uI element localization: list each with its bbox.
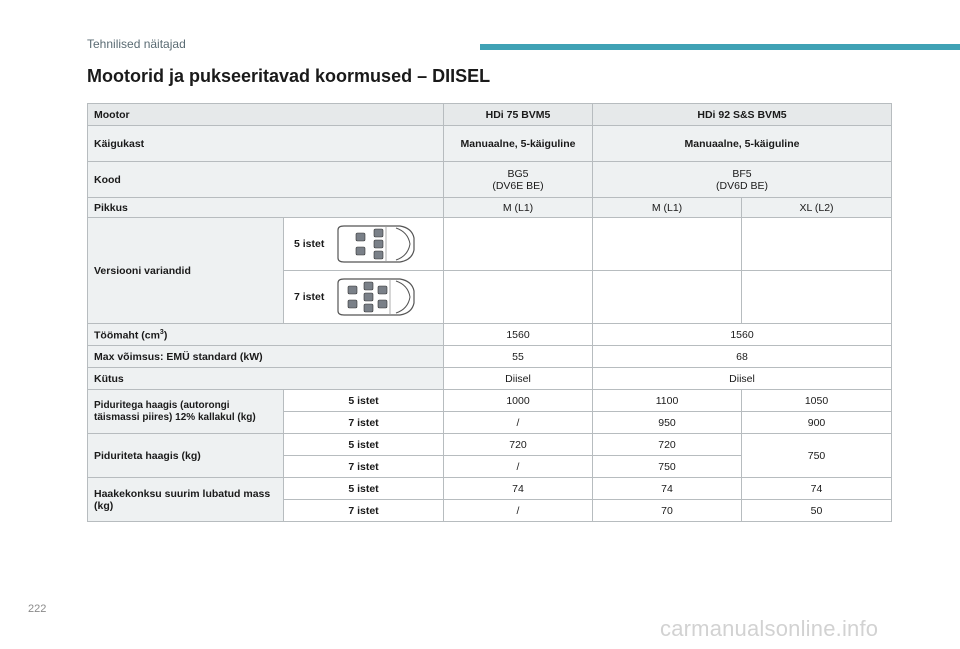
braked-7-2: 950 (593, 412, 742, 434)
braked-5-1: 1000 (444, 390, 593, 412)
fuel-2: Diisel (593, 368, 892, 390)
engine-hdi92: HDi 92 S&S BVM5 (593, 104, 892, 126)
label-kaigukast: Käigukast (88, 126, 444, 162)
variant-5-label: 5 istet (294, 238, 325, 250)
toomaht-label-close: ) (163, 329, 168, 342)
haakekonks-7-seats: 7 istet (284, 500, 444, 522)
label-kood: Kood (88, 162, 444, 198)
variant-7-col3 (742, 271, 892, 324)
header-accent-bar (480, 44, 960, 50)
row-kaigukast (88, 126, 892, 162)
towball-5-1: 74 (444, 478, 593, 500)
variant-7-col2 (593, 271, 742, 324)
towball-5-3: 74 (742, 478, 892, 500)
braked-7-1: / (444, 412, 593, 434)
length-3: XL (L2) (742, 198, 892, 218)
row-pikkus (88, 198, 892, 218)
haakekonks-5-seats: 5 istet (284, 478, 444, 500)
spec-table (87, 103, 892, 522)
fuel-1: Diisel (444, 368, 593, 390)
towball-7-1: / (444, 500, 593, 522)
page-title: Mootorid ja pukseeritavad koormused – DIISEL (87, 66, 491, 86)
label-toomaht (88, 324, 444, 346)
van-5-seats-icon (334, 224, 416, 264)
engine-hdi75: HDi 75 BVM5 (444, 104, 593, 126)
braked-7-3: 900 (742, 412, 892, 434)
van-7-seats-icon (334, 277, 416, 317)
row-voimsus (88, 346, 892, 368)
power-2: 68 (593, 346, 892, 368)
toomaht-label-sup: 3 (159, 329, 164, 337)
code-1-line1: BG5 (507, 167, 529, 180)
gearbox-1: Manuaalne, 5-käiguline (444, 126, 593, 162)
watermark: carmanualsonline.info (660, 616, 879, 641)
code-1-line2: (DV6E BE) (492, 179, 544, 192)
code-2-line2: (DV6D BE) (716, 179, 768, 192)
unbraked-col3: 750 (742, 434, 892, 478)
section-header: Tehnilised näitajad (87, 37, 186, 51)
variant-5-col3 (742, 218, 892, 271)
label-kutus: Kütus (88, 368, 444, 390)
towball-5-2: 74 (593, 478, 742, 500)
row-pidurita-haagis-5 (88, 434, 892, 456)
row-versioonid-5 (88, 218, 892, 271)
braked-5-2: 1100 (593, 390, 742, 412)
code-1 (444, 162, 593, 198)
pidurita-haagis-7-seats: 7 istet (284, 456, 444, 478)
length-2: M (L1) (593, 198, 742, 218)
row-kutus (88, 368, 892, 390)
pidurita-haagis-5-seats: 5 istet (284, 434, 444, 456)
row-kood (88, 162, 892, 198)
displacement-1: 1560 (444, 324, 593, 346)
unbraked-7-2: 750 (593, 456, 742, 478)
label-haakekonks: Haakekonksu suurim lubatud mass (kg) (88, 478, 284, 522)
row-mootor (88, 104, 892, 126)
power-1: 55 (444, 346, 593, 368)
page-number: 222 (28, 603, 47, 615)
code-2 (593, 162, 892, 198)
unbraked-5-2: 720 (593, 434, 742, 456)
pidur-haagis-5-seats: 5 istet (284, 390, 444, 412)
variant-7-seats (284, 271, 444, 324)
row-pidur-haagis-5 (88, 390, 892, 412)
towball-7-2: 70 (593, 500, 742, 522)
label-versioonid: Versiooni variandid (88, 218, 284, 324)
row-haakekonks-5 (88, 478, 892, 500)
row-toomaht (88, 324, 892, 346)
variant-5-col2 (593, 218, 742, 271)
braked-5-3: 1050 (742, 390, 892, 412)
variant-5-seats (284, 218, 444, 271)
unbraked-7-1: / (444, 456, 593, 478)
displacement-2: 1560 (593, 324, 892, 346)
variant-5-col1 (444, 218, 593, 271)
label-pidur-haagis: Piduritega haagis (autorongi täismassi piires) 12% kallakul (kg) (88, 390, 284, 434)
label-voimsus: Max võimsus: EMÜ standard (kW) (88, 346, 444, 368)
label-pikkus: Pikkus (88, 198, 444, 218)
variant-7-col1 (444, 271, 593, 324)
code-2-line1: BF5 (732, 167, 752, 180)
gearbox-2: Manuaalne, 5-käiguline (593, 126, 892, 162)
label-pidurita-haagis: Piduriteta haagis (kg) (88, 434, 284, 478)
length-1: M (L1) (444, 198, 593, 218)
pidur-haagis-7-seats: 7 istet (284, 412, 444, 434)
label-mootor: Mootor (88, 104, 444, 126)
toomaht-label-text: Töömaht (cm (94, 329, 160, 342)
unbraked-5-1: 720 (444, 434, 593, 456)
variant-7-label: 7 istet (294, 291, 325, 303)
towball-7-3: 50 (742, 500, 892, 522)
